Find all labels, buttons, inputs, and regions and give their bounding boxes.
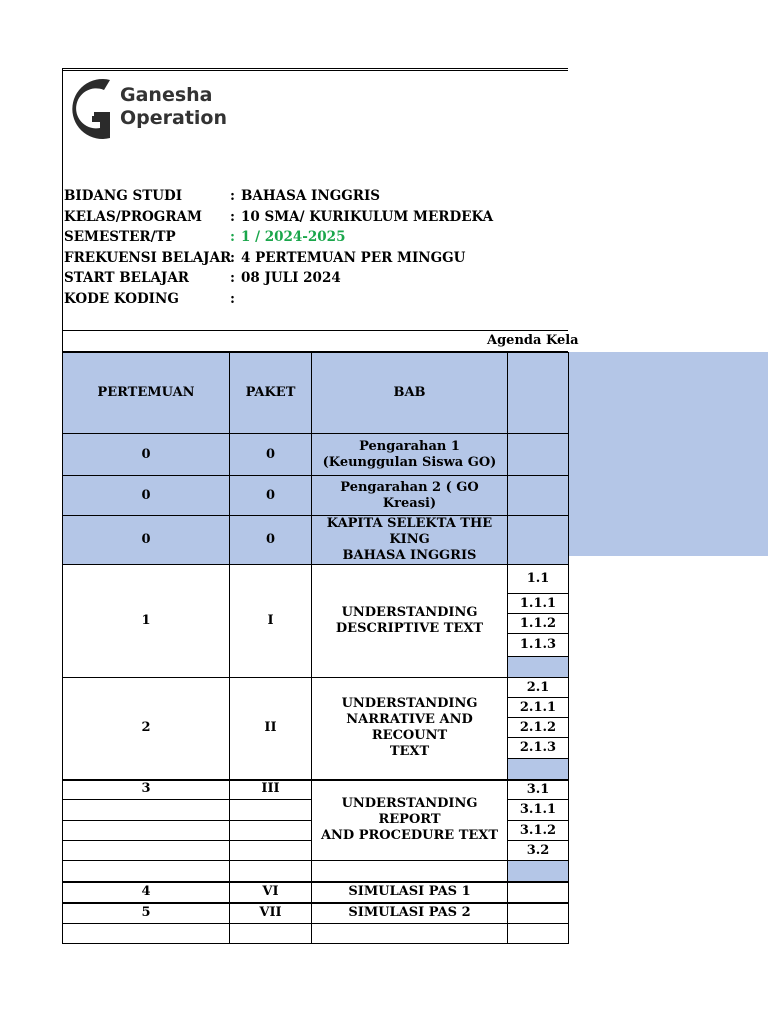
cell-sub: 2.1.3: [508, 738, 569, 759]
info-value: BAHASA INGGRIS: [241, 188, 381, 204]
cell-bab: [312, 434, 508, 476]
bab-line: NARRATIVE AND RECOUNT: [346, 712, 473, 744]
info-label: START BELAJAR: [64, 270, 190, 286]
cell-sub: 3.1.2: [508, 821, 569, 841]
cell-sub: 2.1.1: [508, 698, 569, 718]
bab-line: (Keunggulan Siswa GO): [322, 454, 497, 470]
cell-sub: 2.1.2: [508, 718, 569, 738]
logo-line-2: Operation: [120, 107, 228, 129]
info-colon: :: [230, 249, 235, 266]
cell-bab: [312, 565, 508, 678]
header-pertemuan: PERTEMUAN: [63, 353, 230, 434]
table-row: [63, 861, 569, 882]
bab-line: TEXT: [389, 744, 430, 760]
info-value: 08 JULI 2024: [241, 270, 341, 286]
cell-sub: 1.1: [508, 565, 569, 594]
cell-pertemuan: 0: [63, 476, 230, 516]
cell-bab: [312, 924, 508, 944]
cell-bab: [312, 780, 508, 861]
cell-paket: II: [230, 678, 312, 780]
table-row: [63, 924, 569, 944]
cell-sub: 1.1.3: [508, 634, 569, 657]
header-paket: PAKET: [230, 353, 312, 434]
cell-paket: 0: [230, 516, 312, 565]
cell-pertemuan: [63, 821, 230, 841]
table-row: [63, 434, 569, 476]
top-border: [62, 68, 568, 71]
table-row: [63, 882, 569, 903]
table-row: [63, 565, 569, 594]
table-row: [63, 516, 569, 565]
bab-line: Pengarahan 1: [359, 438, 460, 454]
left-border: [62, 68, 63, 330]
cell-sub: [508, 861, 569, 882]
cell-bab: SIMULASI PAS 2: [312, 903, 508, 924]
cell-paket: [230, 861, 312, 882]
info-label: SEMESTER/TP: [64, 229, 176, 245]
info-value: 4 PERTEMUAN PER MINGGU: [241, 249, 466, 266]
schedule-table: [62, 352, 569, 944]
cell-pertemuan: 2: [63, 678, 230, 780]
cell-pertemuan: [63, 924, 230, 944]
cell-sub: [508, 657, 569, 678]
cell-pertemuan: 1: [63, 565, 230, 678]
bab-line: KAPITA SELEKTA THE KING: [326, 516, 493, 547]
agenda-title-bar: [62, 330, 579, 352]
table-row: [63, 780, 569, 800]
cell-sub: 2.1: [508, 678, 569, 698]
header-bab: BAB: [312, 353, 508, 434]
info-colon: :: [230, 208, 235, 225]
cell-sub: [508, 516, 569, 565]
cell-bab: Pengarahan 2 ( GO Kreasi): [312, 476, 508, 516]
cell-sub: 3.2: [508, 841, 569, 861]
info-label: KELAS/PROGRAM: [64, 208, 202, 225]
cell-pertemuan: 0: [63, 434, 230, 476]
cell-sub: 3.1: [508, 780, 569, 800]
info-label: KODE KODING: [64, 290, 179, 307]
cell-pertemuan: 0: [63, 516, 230, 565]
cell-sub: [508, 903, 569, 924]
info-value: 1 / 2024-2025: [241, 229, 346, 245]
agenda-title: Agenda Kela: [487, 333, 579, 348]
cell-paket: [230, 841, 312, 861]
cell-pertemuan: [63, 861, 230, 882]
cell-bab: [312, 516, 508, 565]
info-colon: :: [230, 290, 235, 307]
info-label: FREKUENSI BELAJAR: [64, 249, 232, 266]
bab-line: DESCRIPTIVE TEXT: [335, 621, 484, 636]
bab-line: UNDERSTANDING: [341, 605, 478, 620]
info-value: 10 SMA/ KURIKULUM MERDEKA: [241, 208, 494, 225]
cell-pertemuan: [63, 841, 230, 861]
cell-sub: 3.1.1: [508, 800, 569, 821]
cell-sub: 1.1.2: [508, 614, 569, 634]
cell-paket: 0: [230, 434, 312, 476]
cell-paket: [230, 821, 312, 841]
cell-sub: [508, 759, 569, 780]
cell-paket: III: [230, 780, 312, 800]
cell-sub: [508, 882, 569, 903]
table-row: [63, 476, 569, 516]
cell-pertemuan: 5: [63, 903, 230, 924]
bab-line: UNDERSTANDING REPORT: [341, 796, 478, 828]
info-colon: :: [230, 229, 235, 245]
cell-sub: [508, 476, 569, 516]
table-row: [63, 678, 569, 698]
bab-line: UNDERSTANDING: [341, 696, 478, 712]
info-colon: :: [230, 270, 235, 286]
table-header-row: [63, 353, 569, 434]
cell-bab: [312, 678, 508, 780]
info-colon: :: [230, 188, 235, 204]
info-label: BIDANG STUDI: [64, 188, 183, 204]
cell-sub: [508, 924, 569, 944]
cell-sub: [508, 434, 569, 476]
cell-pertemuan: [63, 800, 230, 821]
header-fill-extension: [568, 352, 768, 556]
cell-bab: SIMULASI PAS 1: [312, 882, 508, 903]
cell-pertemuan: 4: [63, 882, 230, 903]
cell-sub: 1.1.1: [508, 594, 569, 614]
bab-line: AND PROCEDURE TEXT: [320, 828, 499, 844]
cell-paket: VI: [230, 882, 312, 903]
logo-line-1: Ganesha: [120, 84, 213, 106]
cell-bab: [312, 861, 508, 882]
cell-paket: 0: [230, 476, 312, 516]
header-sub: [508, 353, 569, 434]
cell-paket: [230, 924, 312, 944]
cell-paket: [230, 800, 312, 821]
cell-paket: VII: [230, 903, 312, 924]
table-row: [63, 903, 569, 924]
cell-pertemuan: 3: [63, 780, 230, 800]
logo-wordmark: [120, 84, 227, 130]
cell-paket: I: [230, 565, 312, 678]
bab-line: BAHASA INGGRIS: [342, 548, 477, 563]
